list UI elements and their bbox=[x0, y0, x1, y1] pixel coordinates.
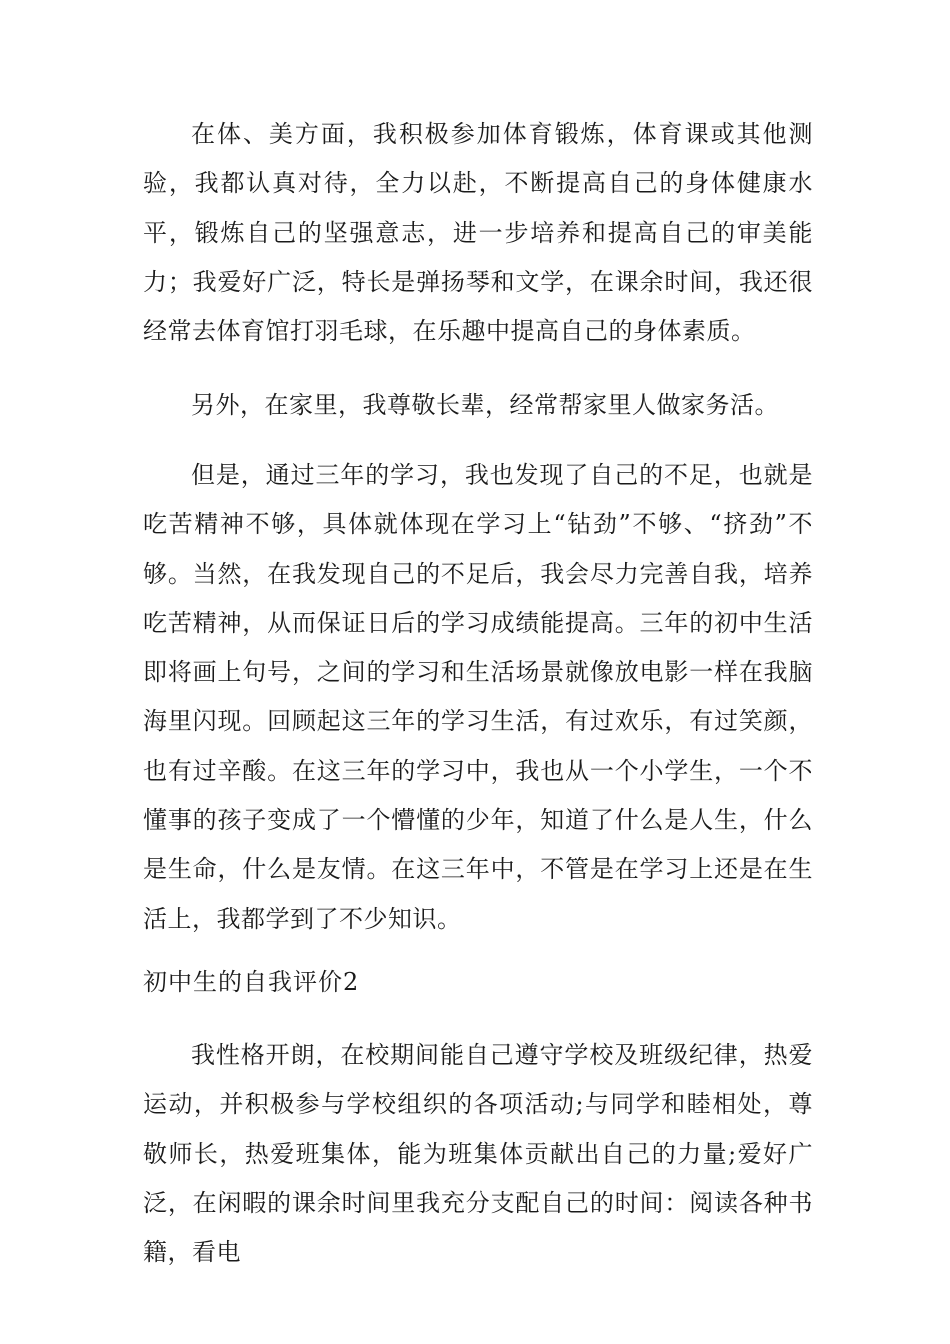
paragraph-home: 另外，在家里，我尊敬长辈，经常帮家里人做家务活。 bbox=[191, 391, 779, 419]
paragraph-personality: 我性格开朗，在校期间能自己遵守学校及班级纪律，热爱运动，并积极参与学校组织的各项活动;与同学和睦相处，尊敬师长，热爱班集体，能为班集体贡献出自己的力量;爱好广泛，在闲暇的课余时间里我充分支配自己的时间：阅读各种书籍，看电 bbox=[143, 1041, 813, 1267]
paragraph-shortcomings: 但是，通过三年的学习，我也发现了自己的不足，也就是吃苦精神不够，具体就体现在学习上“钻劲”不够、“挤劲”不够。当然，在我发现自己的不足后，我会尽力完善自我，培养吃苦精神，从而保证日后的学习成绩能提高。三年的初中生活即将画上句号，之间的学习和生活场景就像放电影一样在我脑海里闪现。回顾起这三年的学习生活，有过欢乐，有过笑颜，也有过辛酸。在这三年的学习中，我也从一个小学生，一个不懂事的孩子变成了一个懵懂的少年，知道了什么是人生，什么是生命，什么是友情。在这三年中，不管是在学习上还是在生活上，我都学到了不少知识。 bbox=[143, 461, 813, 933]
section-heading: 初中生的自我评价2 bbox=[143, 968, 360, 996]
paragraph-sports-and-arts: 在体、美方面，我积极参加体育锻炼，体育课或其他测验，我都认真对待，全力以赴，不断提高自己的身体健康水平，锻炼自己的坚强意志，进一步培养和提高自己的审美能力；我爱好广泛，特长是弹扬琴和文学，在课余时间，我还很经常去体育馆打羽毛球，在乐趣中提高自己的身体素质。 bbox=[143, 120, 813, 346]
